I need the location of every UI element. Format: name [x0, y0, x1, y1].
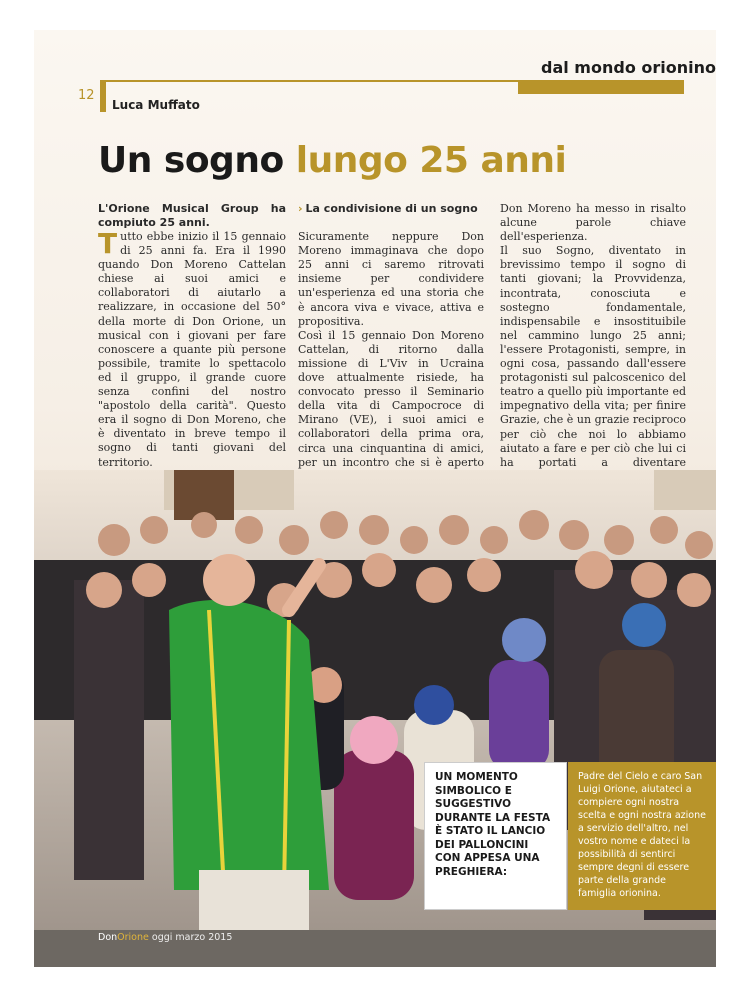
col2-paragraph-1: Sicuramente neppure Don Moreno immaginava che dopo 25 anni ci saremo ritrovati insieme per condividere un'esperienza ed una storia che è ancora viva e vivace, attiva e propositiva.	[298, 230, 484, 328]
column-1	[98, 202, 286, 470]
subheading	[298, 202, 484, 216]
col3-paragraph-1: Don Moreno ha messo in risalto alcune parole chiave dell'esperienza.	[500, 202, 686, 244]
page-number: 12	[78, 88, 95, 103]
footer-brand-don: Don	[98, 932, 118, 943]
author-rule	[100, 80, 106, 112]
section-gold-bar	[518, 80, 684, 94]
footer-brand-orione: Orione	[117, 932, 149, 943]
prayer-box: Padre del Cielo e caro San Luigi Orione, aiutateci a compiere ogni nostra scelta e ogni nostra azione a servizio dell'altro, nel vostro nome e dateci la possibilità di sentirci sempre degni di essere parte della grande famiglia orionina.	[568, 762, 716, 910]
header-rule	[100, 80, 518, 82]
subheading-text: La condivisione di un sogno	[305, 202, 478, 215]
chevron-right-icon: ›	[298, 202, 303, 215]
lead-text: L'Orione Musical Group ha compiuto 25 anni.	[98, 202, 286, 229]
title-part-2: lungo 25 anni	[295, 140, 567, 181]
column-2	[298, 202, 484, 512]
photo-caption: UN MOMENTO SIMBOLICO E SUGGESTIVO DURANTE LA FESTA È STATO IL LANCIO DEI PALLONCINI CON APPESA UNA PREGHIERA:	[424, 762, 567, 910]
intro-body: utto ebbe inizio il 15 gennaio di 25 anni fa. Era il 1990 quando Don Moreno Cattelan chiese ai suoi amici e collaboratori di aiutarlo a realizzare, in occasione del 50° della morte di Don Orione, un musical con i giovani per fare conoscere a quante più persone possibile, tramite lo spettacolo ed il gruppo, il grande cuore senza confini del nostro "apostolo della carità". Questo era il sogno di Don Moreno, che è diventato in breve tempo il sogno di tanti giovani del territorio.	[98, 230, 286, 469]
author-name: Luca Muffato	[112, 98, 200, 112]
drop-cap: T	[98, 227, 118, 260]
footer-issue: oggi marzo 2015	[151, 932, 233, 943]
col2-paragraph-2: Così il 15 gennaio Don Moreno Cattelan, di ritorno dalla missione di L'Viv in Ucraina dove attualmente risiede, ha convocato presso il Seminario della vita di Campocroce di Mirano (VE), i suoi amici e collaboratori della prima ora, circa una cinquantina di amici, per un incontro che si è aperto	[298, 328, 484, 469]
section-title: dal mondo orionino	[541, 58, 716, 77]
col3-paragraph-2: Il suo Sogno, diventato in brevissimo tempo il sogno di tanti giovani; la Provvidenza, incontrata, conosciuta e sostegno fondamentale, indispensabile e insostituibile nel cammino lungo 25 anni; l'essere Protagonisti, sempre, in ogni cosa, passando dall'essere protagonisti sul palcoscenico del teatro a quello più importante ed impegnativo della vita; per finire Grazie, che è un grazie reciproco per ciò che noi lo abbiamo aiutato a fare e per ciò che lui ci ha portati a diventare	[500, 244, 686, 469]
title-part-1: Un sogno	[98, 140, 284, 181]
intro-paragraph	[98, 227, 286, 470]
footer-masthead	[98, 932, 232, 943]
article-title	[98, 140, 566, 181]
